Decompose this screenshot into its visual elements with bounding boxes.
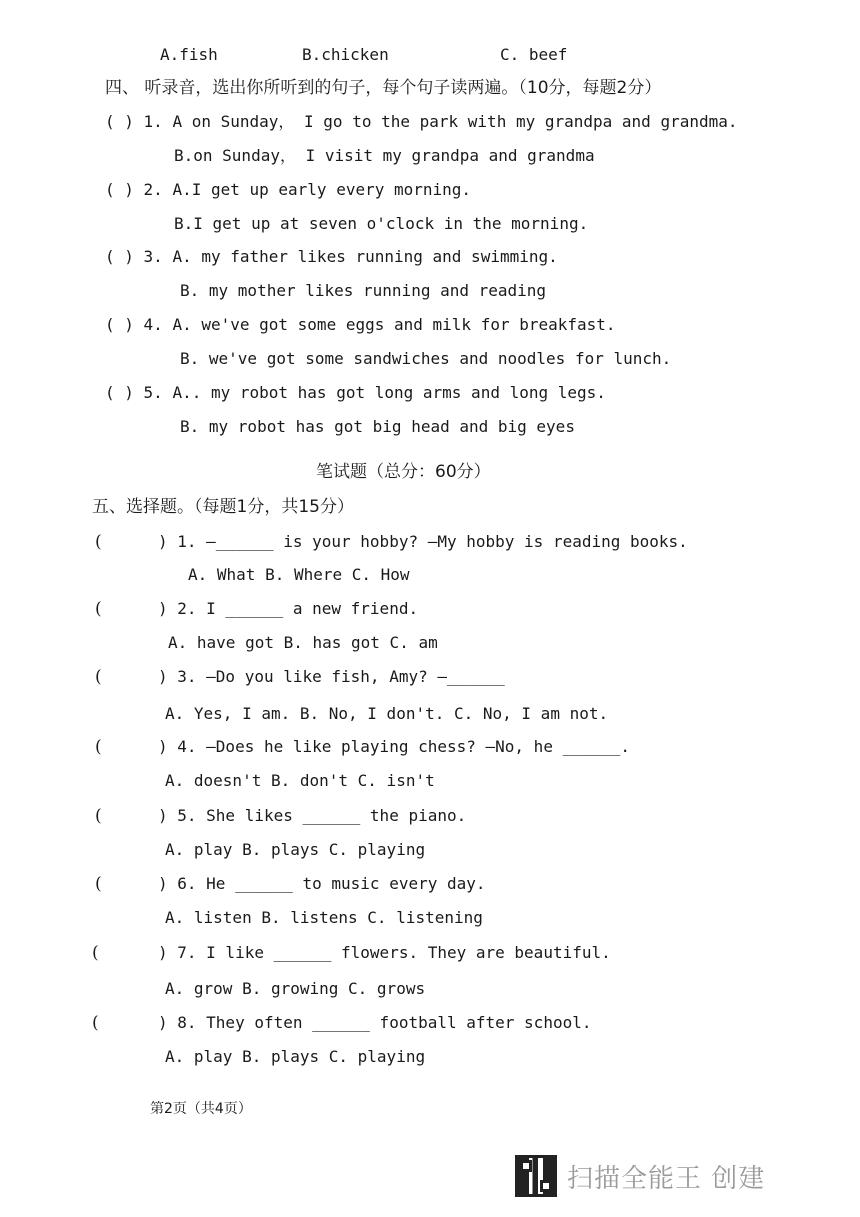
section5-heading: 五、选择题。（每题1分，共15分） <box>92 497 354 517</box>
s5-q1: ) 1. —______ is your hobby? —My hobby is reading books. <box>158 532 688 551</box>
section4-heading: 四、 听录音，选出你所听到的句子，每个句子读两遍。（10分，每题2分） <box>105 78 662 98</box>
page-number: 第2页（共4页） <box>150 1101 252 1117</box>
s5-q5-paren: ( <box>95 806 102 826</box>
qr-code-icon <box>515 1155 557 1197</box>
s5-q5: ) 5. She likes ______ the piano. <box>158 806 467 825</box>
s5-q1-paren: ( <box>95 532 102 552</box>
watermark <box>515 1155 765 1197</box>
s4-q1-b: B.on Sunday， I visit my grandpa and grandma <box>174 146 595 165</box>
s5-q7-options: A. grow B. growing C. grows <box>165 979 426 998</box>
s5-q5-options: A. play B. plays C. playing <box>165 840 426 859</box>
s5-q1-options: A. What B. Where C. How <box>188 565 410 584</box>
top-option-c: C. beef <box>500 45 568 64</box>
s5-q3-paren: ( <box>95 667 102 687</box>
top-option-b: B.chicken <box>302 45 389 64</box>
s5-q6-paren: ( <box>95 874 102 894</box>
s5-q7-paren: ( <box>92 943 99 963</box>
s5-q3-options: A. Yes, I am. B. No, I don't. C. No, I am not. <box>165 704 609 723</box>
s5-q4-paren: ( <box>95 737 102 757</box>
s5-q2: ) 2. I ______ a new friend. <box>158 599 419 618</box>
s5-q8: ) 8. They often ______ football after school. <box>158 1013 592 1032</box>
s4-q5-a: ( ) 5. A.. my robot has got long arms and long legs. <box>105 383 606 402</box>
s5-q2-options: A. have got B. has got C. am <box>168 633 438 652</box>
s5-q8-options: A. play B. plays C. playing <box>165 1047 426 1066</box>
s5-q4: ) 4. —Does he like playing chess? —No, he ______. <box>158 737 631 756</box>
s4-q3-a: ( ) 3. A. my father likes running and swimming. <box>105 247 558 266</box>
s5-q6-options: A. listen B. listens C. listening <box>165 908 483 927</box>
s5-q2-paren: ( <box>95 599 102 619</box>
s5-q7: ) 7. I like ______ flowers. They are beautiful. <box>158 943 611 962</box>
s4-q5-b: B. my robot has got big head and big eyes <box>180 417 575 436</box>
s4-q3-b: B. my mother likes running and reading <box>180 281 547 300</box>
s5-q4-options: A. doesn't B. don't C. isn't <box>165 771 435 790</box>
s4-q1-a: ( ) 1. A on Sunday， I go to the park with my grandpa and grandma. <box>105 112 738 131</box>
s5-q6: ) 6. He ______ to music every day. <box>158 874 486 893</box>
s5-q8-paren: ( <box>92 1013 99 1033</box>
watermark-text: 扫描全能王 创建 <box>567 1163 766 1194</box>
s4-q4-a: ( ) 4. A. we've got some eggs and milk for breakfast. <box>105 315 616 334</box>
s4-q2-b: B.I get up at seven o'clock in the morning. <box>174 214 589 233</box>
s4-q4-b: B. we've got some sandwiches and noodles for lunch. <box>180 349 672 368</box>
s5-q3: ) 3. —Do you like fish, Amy? —______ <box>158 667 505 686</box>
written-test-title: 笔试题（总分：60分） <box>316 462 491 482</box>
top-option-a: A.fish <box>160 45 218 64</box>
s4-q2-a: ( ) 2. A.I get up early every morning. <box>105 180 472 199</box>
